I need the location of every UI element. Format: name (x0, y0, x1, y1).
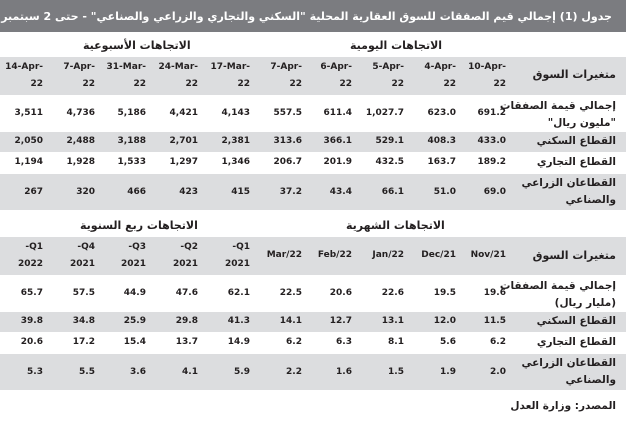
cell: 557.5 (273, 108, 302, 118)
row-label: إجمالي قيمة الصفقات (مليار ريال) (499, 280, 616, 309)
cell: 47.6 (175, 288, 198, 298)
cell: 66.1 (381, 187, 404, 197)
cell: 6.2 (490, 337, 506, 347)
cell: 529.1 (375, 136, 404, 146)
col-header: -Q1 2021 (224, 242, 250, 269)
table-title: جدول (1) إجمالي قيم الصفقات للسوق العقارية المحلية "السكني والتجاري والزراعي والصناعي" - حتى 2 سبتمبر 2021 (0, 0, 626, 32)
cell: 6.2 (286, 337, 302, 347)
group-daily-label: الاتجاهات اليومية (350, 39, 443, 52)
col-header: 6-Apr- 22 (320, 62, 352, 89)
cell: 43.4 (329, 187, 352, 197)
cell: 163.7 (427, 157, 456, 167)
col-header: 10-Apr- 22 (468, 62, 506, 89)
cell: 25.9 (123, 316, 146, 326)
table-row (0, 312, 626, 332)
cell: 34.8 (72, 316, 95, 326)
row-label: القطاعان الزراعي والصناعي (521, 177, 616, 206)
col-header: Mar/22 (266, 250, 302, 260)
row-label: القطاع التجاري (536, 156, 616, 168)
cell: 1,297 (169, 157, 198, 167)
cell: 4,736 (66, 108, 95, 118)
row-header-label: متغيرات السوق (532, 68, 616, 81)
col-header: -Q2 2021 (172, 242, 198, 269)
cell: 11.5 (483, 316, 506, 326)
table1-header-row (0, 57, 626, 95)
col-header: Nov/21 (470, 250, 506, 260)
cell: 433.0 (477, 136, 506, 146)
cell: 12.7 (329, 316, 352, 326)
row-label: القطاع التجاري (536, 336, 616, 348)
cell: 44.9 (123, 288, 146, 298)
table-row (0, 174, 626, 210)
col-header: Jan/22 (372, 250, 404, 260)
table2-header-row (0, 237, 626, 275)
cell: 14.9 (227, 337, 250, 347)
col-header: 31-Mar- 22 (106, 62, 146, 89)
col-header: 5-Apr- 22 (372, 62, 404, 89)
cell: 51.0 (433, 187, 456, 197)
cell: 8.1 (388, 337, 404, 347)
col-header: 7-Apr- 22 (63, 62, 95, 89)
cell: 65.7 (20, 288, 43, 298)
cell: 15.4 (123, 337, 146, 347)
cell: 19.6 (483, 288, 506, 298)
cell: 5.5 (79, 367, 95, 377)
col-header: 24-Mar- 22 (158, 62, 198, 89)
col-header: 4-Apr- 22 (424, 62, 456, 89)
col-header: -Q3 2021 (120, 242, 146, 269)
cell: 3,188 (117, 136, 146, 146)
cell: 20.6 (329, 288, 352, 298)
cell: 2,701 (169, 136, 198, 146)
table-row (0, 132, 626, 152)
cell: 623.0 (427, 108, 456, 118)
cell: 39.8 (20, 316, 43, 326)
cell: 423 (179, 187, 198, 197)
cell: 57.5 (72, 288, 95, 298)
group-quarterly-label: الاتجاهات ربع السنوية (80, 219, 198, 232)
table-row (0, 96, 626, 132)
cell: 5.9 (234, 367, 250, 377)
cell: 3,511 (14, 108, 43, 118)
group-monthly-label: الاتجاهات الشهرية (346, 219, 445, 232)
cell: 41.3 (227, 316, 250, 326)
col-header: Feb/22 (317, 250, 352, 260)
cell: 201.9 (323, 157, 352, 167)
cell: 1.6 (336, 367, 352, 377)
col-header: -Q1 2022 (17, 242, 43, 269)
cell: 22.6 (381, 288, 404, 298)
cell: 1,194 (14, 157, 43, 167)
row-header-label: متغيرات السوق (532, 249, 616, 262)
cell: 12.0 (433, 316, 456, 326)
cell: 5,186 (117, 108, 146, 118)
cell: 1.5 (388, 367, 404, 377)
table-row (0, 153, 626, 173)
table-row (0, 333, 626, 353)
cell: 189.2 (477, 157, 506, 167)
row-label: إجمالي قيمة الصفقات "مليون ريال" (499, 100, 616, 129)
col-header: Dec/21 (421, 250, 456, 260)
cell: 14.1 (279, 316, 302, 326)
cell: 37.2 (279, 187, 302, 197)
cell: 5.3 (27, 367, 43, 377)
cell: 415 (231, 187, 250, 197)
cell: 1,346 (221, 157, 250, 167)
cell: 13.1 (381, 316, 404, 326)
cell: 2,488 (66, 136, 95, 146)
row-label: القطاعان الزراعي والصناعي (521, 357, 616, 386)
cell: 3.6 (130, 367, 146, 377)
table-row (0, 276, 626, 312)
cell: 366.1 (323, 136, 352, 146)
cell: 1,928 (66, 157, 95, 167)
cell: 22.5 (279, 288, 302, 298)
cell: 313.6 (273, 136, 302, 146)
cell: 320 (76, 187, 95, 197)
cell: 29.8 (175, 316, 198, 326)
cell: 4,421 (169, 108, 198, 118)
cell: 13.7 (175, 337, 198, 347)
cell: 691.2 (477, 108, 506, 118)
cell: 1,533 (117, 157, 146, 167)
col-header: -Q4 2021 (69, 242, 95, 269)
cell: 408.3 (427, 136, 456, 146)
cell: 6.3 (336, 337, 352, 347)
cell: 19.5 (433, 288, 456, 298)
cell: 62.1 (227, 288, 250, 298)
cell: 2,381 (221, 136, 250, 146)
cell: 2,050 (14, 136, 43, 146)
cell: 4.1 (182, 367, 198, 377)
cell: 1,027.7 (365, 108, 404, 118)
cell: 2.0 (490, 367, 506, 377)
group-weekly-label: الاتجاهات الأسبوعية (83, 39, 191, 52)
cell: 5.6 (440, 337, 456, 347)
cell: 611.4 (323, 108, 352, 118)
source-note: المصدر: وزارة العدل (510, 400, 616, 412)
table-row (0, 354, 626, 390)
col-header: 14-Apr- 22 (5, 62, 43, 89)
cell: 69.0 (483, 187, 506, 197)
cell: 17.2 (72, 337, 95, 347)
col-header: 7-Apr- 22 (270, 62, 302, 89)
cell: 206.7 (273, 157, 302, 167)
col-header: 17-Mar- 22 (210, 62, 250, 89)
cell: 432.5 (375, 157, 404, 167)
row-label: القطاع السكني (536, 315, 616, 327)
cell: 4,143 (221, 108, 250, 118)
cell: 1.9 (440, 367, 456, 377)
cell: 466 (127, 187, 146, 197)
cell: 2.2 (286, 367, 302, 377)
cell: 267 (24, 187, 43, 197)
row-label: القطاع السكني (536, 135, 616, 147)
cell: 20.6 (20, 337, 43, 347)
